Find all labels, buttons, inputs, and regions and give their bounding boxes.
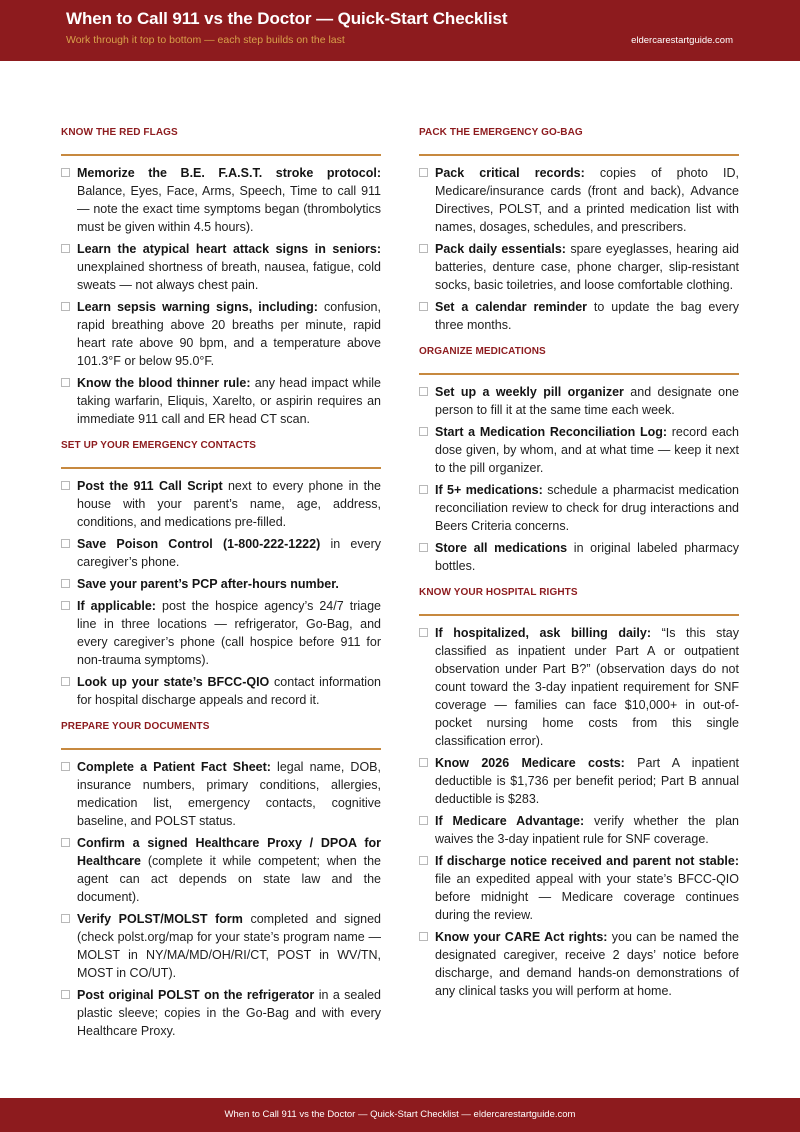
checkbox[interactable] — [419, 543, 428, 552]
checkbox[interactable] — [61, 990, 70, 999]
checkbox[interactable] — [419, 387, 428, 396]
footer-text: When to Call 911 vs the Doctor — Quick-Start Checklist — eldercarestartguide.com — [224, 1109, 576, 1120]
page-footer — [0, 1098, 800, 1132]
checklist-item-text — [435, 383, 739, 419]
checkbox[interactable] — [61, 677, 70, 686]
checklist-item-heading: If applicable: — [77, 599, 156, 613]
checklist-item-text — [77, 597, 381, 669]
checklist-item-heading: Learn the atypical heart attack signs in seniors: — [77, 242, 381, 256]
checklist-item — [419, 539, 739, 575]
checkbox[interactable] — [61, 481, 70, 490]
section-title: SET UP YOUR EMERGENCY CONTACTS — [61, 440, 381, 469]
checklist-item-text — [435, 812, 739, 848]
checklist-item-body: Balance, Eyes, Face, Arms, Speech, Time to call 911 — note the exact time symptoms began (thrombolytics must be given within 4.5 hours). — [77, 184, 381, 234]
checklist-item-heading: Set up a weekly pill organizer — [435, 385, 624, 399]
checklist-item — [419, 481, 739, 535]
checklist-item — [419, 754, 739, 808]
checklist-item-text — [435, 298, 739, 334]
checkbox[interactable] — [419, 485, 428, 494]
checklist-item-text — [77, 164, 381, 236]
checklist-item — [61, 758, 381, 830]
section-title: KNOW THE RED FLAGS — [61, 127, 381, 156]
checklist-item-heading: If discharge notice received and parent not stable: — [435, 854, 739, 868]
checklist-item-text — [435, 481, 739, 535]
checklist-item-body: copies of photo ID, Medicare/insurance cards (front and back), Advance Directives, POLST, and a printed medication list with names, dosages, schedules, and prescribers. — [435, 166, 740, 234]
checklist-item — [61, 834, 381, 906]
checklist-item-text — [77, 673, 381, 709]
section-prepare-your-documents — [61, 721, 381, 1040]
checklist-item-text — [77, 758, 381, 830]
checklist-item — [61, 240, 381, 294]
checklist-item-heading: Memorize the B.E. F.A.S.T. stroke protocol: — [77, 166, 381, 180]
checklist-item-body: record each dose given, by whom, and at what time — keep it next to the pill organizer. — [435, 425, 739, 475]
section-pack-the-emergency-go-bag — [419, 127, 739, 334]
checklist-item-heading: Post original POLST on the refrigerator — [77, 988, 315, 1002]
section-set-up-your-emergency-contacts — [61, 440, 381, 709]
checklist-item-text — [77, 477, 381, 531]
checklist-item-heading: Complete a Patient Fact Sheet: — [77, 760, 271, 774]
left-column — [61, 127, 381, 1044]
checklist-item-text — [435, 539, 739, 575]
checklist-item-text — [435, 928, 739, 1000]
checkbox[interactable] — [61, 378, 70, 387]
checkbox[interactable] — [419, 758, 428, 767]
checklist-item-heading: Post the 911 Call Script — [77, 479, 223, 493]
checklist-item-heading: Look up your state’s BFCC-QIO — [77, 675, 270, 689]
checklist-item-body: schedule a pharmacist medication reconciliation review to check for drug interactions and Beers Criteria concerns. — [435, 483, 740, 533]
checkbox[interactable] — [61, 579, 70, 588]
checklist-item-body: and designate one person to fill it at the same time each week. — [435, 385, 739, 417]
checklist-item-body: Part A inpatient deductible is $1,736 per benefit period; Part B annual deductible is $283. — [435, 756, 739, 806]
right-column — [419, 127, 739, 1004]
checklist-item-body: post the hospice agency’s 24/7 triage line in three locations — refrigerator, Go-Bag, and every caregiver’s phone (call hospice before 911 for non-trauma symptoms). — [77, 599, 381, 667]
checklist-item-heading: Learn sepsis warning signs, including: — [77, 300, 318, 314]
checklist-item — [419, 240, 739, 294]
checkbox[interactable] — [61, 168, 70, 177]
checklist-item-text — [77, 910, 381, 982]
site-url: eldercarestartguide.com — [631, 35, 733, 46]
checklist-item-heading: Know the blood thinner rule: — [77, 376, 251, 390]
checklist-item-text — [77, 240, 381, 294]
checklist-item-text — [77, 575, 381, 593]
checklist-item — [419, 383, 739, 419]
checklist-item-body: in a sealed plastic sleeve; copies in the Go-Bag and with every Healthcare Proxy. — [77, 988, 382, 1038]
checklist-item-text — [435, 240, 739, 294]
checklist-item — [61, 298, 381, 370]
checklist-item-body: any head impact while taking warfarin, Eliquis, Xarelto, or aspirin requires an immediate 911 call and ER head CT scan. — [77, 376, 381, 426]
checklist-item-heading: If hospitalized, ask billing daily: — [435, 626, 651, 640]
checklist-item-text — [77, 374, 381, 428]
checklist-item — [61, 374, 381, 428]
checklist-item-text — [77, 298, 381, 370]
checklist-item-heading: Save Poison Control (1-800-222-1222) — [77, 537, 321, 551]
checklist-item-heading: Verify POLST/MOLST form — [77, 912, 243, 926]
checklist-item-text — [77, 986, 381, 1040]
checklist-item — [61, 673, 381, 709]
page-header — [0, 0, 800, 61]
checklist-item-text — [435, 164, 739, 236]
checkbox[interactable] — [419, 168, 428, 177]
checklist-item — [419, 852, 739, 924]
checklist-item-body: unexplained shortness of breath, nausea, fatigue, cold sweats — not always chest pain. — [77, 260, 381, 292]
checkbox[interactable] — [419, 427, 428, 436]
checkbox[interactable] — [61, 601, 70, 610]
checklist-item-text — [435, 852, 739, 924]
checklist-item-body: completed and signed (check polst.org/map for your state’s program name — MOLST in NY/MA/MD/OH/RI/CT, POST in WV/TN, MOST in CO/UT). — [77, 912, 381, 980]
checklist-item-heading: Start a Medication Reconciliation Log: — [435, 425, 668, 439]
checklist-item-body: next to every phone in the house with your parent’s name, age, address, conditions, and medications pre-filled. — [77, 479, 381, 529]
checklist-item-heading: Know 2026 Medicare costs: — [435, 756, 625, 770]
checklist-item-heading: Store all medications — [435, 541, 568, 555]
page-title: When to Call 911 vs the Doctor — Quick-Start Checklist — [66, 9, 508, 28]
checklist-item-text — [435, 754, 739, 808]
checkbox[interactable] — [419, 244, 428, 253]
section-title: KNOW YOUR HOSPITAL RIGHTS — [419, 587, 739, 616]
checklist-item-body: in every caregiver’s phone. — [77, 537, 381, 569]
checkbox[interactable] — [419, 932, 428, 941]
checklist-item — [419, 812, 739, 848]
section-title: PREPARE YOUR DOCUMENTS — [61, 721, 381, 750]
checklist-item — [61, 986, 381, 1040]
checklist-item-heading: If Medicare Advantage: — [435, 814, 585, 828]
page-subtitle: Work through it top to bottom — each step builds on the last — [66, 34, 345, 46]
section-know-the-red-flags — [61, 127, 381, 428]
checkbox[interactable] — [419, 856, 428, 865]
checklist-item-body: spare eyeglasses, hearing aid batteries, denture case, phone charger, slip-resistant socks, basic toiletries, and loose comfortable clothing. — [435, 242, 739, 292]
checklist-item-body: verify whether the plan waives the 3-day inpatient rule for SNF coverage. — [435, 814, 739, 846]
checklist-item — [61, 477, 381, 531]
checklist-item-body: “Is this stay classified as inpatient under Part A or outpatient observation under Part B?” (observation days do not count toward the 3-day inpatient requirement for SNF coverage — families can face $10,000+ in out-of-pocket nursing home costs from this single classification error). — [435, 626, 740, 748]
checklist-item-heading: Know your CARE Act rights: — [435, 930, 608, 944]
checkbox[interactable] — [61, 539, 70, 548]
section-know-your-hospital-rights — [419, 587, 739, 1000]
checklist-item — [61, 597, 381, 669]
section-title: PACK THE EMERGENCY GO-BAG — [419, 127, 739, 156]
checklist-item-heading: Confirm a signed Healthcare Proxy / DPOA for Healthcare — [77, 836, 381, 868]
checklist-item-body: legal name, DOB, insurance numbers, primary conditions, allergies, medication list, emergency contacts, cognitive baseline, and POLST status. — [77, 760, 381, 828]
checklist-item — [61, 535, 381, 571]
checkbox[interactable] — [61, 762, 70, 771]
checklist-item-text — [77, 834, 381, 906]
checkbox[interactable] — [61, 244, 70, 253]
checklist-item — [419, 624, 739, 750]
checklist-item-heading: If 5+ medications: — [435, 483, 543, 497]
checklist-item — [419, 928, 739, 1000]
checklist-item-body: confusion, rapid breathing above 20 breaths per minute, rapid heart rate above 90 bpm, and a temperature above 101.3°F or below 95.0°F. — [77, 300, 381, 368]
checkbox[interactable] — [61, 914, 70, 923]
checklist-item-text — [435, 624, 739, 750]
checklist-item-text — [77, 535, 381, 571]
checkbox[interactable] — [419, 628, 428, 637]
section-title: ORGANIZE MEDICATIONS — [419, 346, 739, 375]
checklist-item-heading: Save your parent’s PCP after-hours number. — [77, 577, 339, 591]
checklist-item-body: to update the bag every three months. — [435, 300, 740, 332]
checkbox[interactable] — [419, 302, 428, 311]
checklist-item — [419, 298, 739, 334]
checklist-item-body: you can be named the designated caregiver, receive 2 days’ notice before discharge, and demand hands-on demonstrations of any clinical tasks you will perform at home. — [435, 930, 739, 998]
checkbox[interactable] — [419, 816, 428, 825]
checklist-item-body: file an expedited appeal with your state’s BFCC-QIO before midnight — Medicare coverage continues during the review. — [435, 872, 739, 922]
section-organize-medications — [419, 346, 739, 575]
checklist-item — [61, 164, 381, 236]
checklist-item-body: contact information for hospital discharge appeals and record it. — [77, 675, 381, 707]
checklist-item — [419, 164, 739, 236]
checklist-item — [419, 423, 739, 477]
checklist-item-heading: Pack critical records: — [435, 166, 585, 180]
checklist-item — [61, 910, 381, 982]
checklist-item-body: in original labeled pharmacy bottles. — [435, 541, 740, 573]
checkbox[interactable] — [61, 838, 70, 847]
checklist-item — [61, 575, 381, 593]
checklist-item-heading: Pack daily essentials: — [435, 242, 566, 256]
checkbox[interactable] — [61, 302, 70, 311]
checklist-item-heading: Set a calendar reminder — [435, 300, 588, 314]
checklist-item-text — [435, 423, 739, 477]
checklist-item-body: (complete it while competent; when the agent can act depends on state law and the document). — [77, 854, 381, 904]
